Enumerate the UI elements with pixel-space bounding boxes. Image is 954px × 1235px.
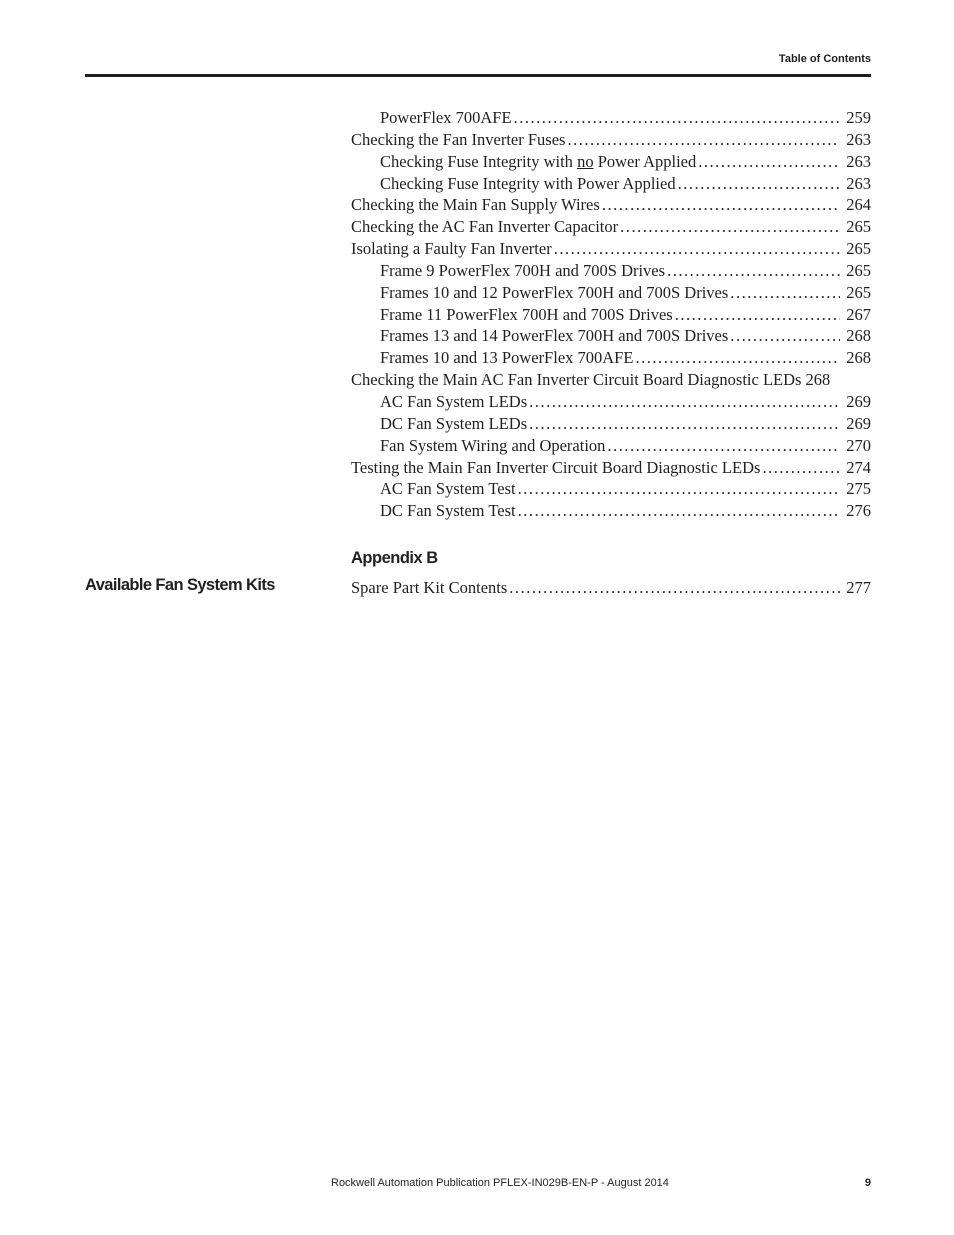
toc-entry-title: AC Fan System LEDs [380, 391, 528, 411]
toc-entry-title: DC Fan System Test [380, 501, 516, 521]
toc-leader-dots [635, 347, 840, 369]
toc-entry-page: 276 [846, 501, 871, 521]
header-rule [85, 74, 871, 77]
toc-entry[interactable] [351, 238, 871, 260]
toc-entry-title: AC Fan System Test [380, 479, 516, 499]
toc-leader-dots [514, 107, 841, 129]
toc-entry-page: 263 [846, 129, 871, 149]
toc-entry-page: 267 [846, 304, 871, 324]
toc-entry[interactable] [351, 413, 871, 435]
toc-entry-page: 269 [846, 391, 871, 411]
toc-entry-title-part: Checking Fuse Integrity with [380, 151, 578, 171]
toc-entry-title-part: Power Applied [593, 151, 697, 171]
toc-leader-dots [529, 391, 840, 413]
toc-entry[interactable] [351, 194, 871, 216]
table-of-contents [351, 107, 871, 522]
appendix-label: Appendix B [351, 549, 438, 567]
toc-entry-title: Fan System Wiring and Operation [380, 435, 606, 455]
toc-entry[interactable] [351, 260, 871, 282]
toc-leader-dots [518, 478, 841, 500]
toc-entry-page: 275 [846, 479, 871, 499]
toc-entry-title: Testing the Main Fan Inverter Circuit Board Diagnostic LEDs [351, 457, 761, 477]
toc-entry-page: 259 [846, 108, 871, 127]
toc-entry[interactable] [351, 577, 871, 599]
toc-entry-title: Checking the Fan Inverter Fuses [351, 129, 566, 149]
toc-entry[interactable] [351, 435, 871, 457]
toc-entry-title: Frame 11 PowerFlex 700H and 700S Drives [380, 304, 673, 324]
toc-entry[interactable] [351, 500, 871, 522]
toc-entry[interactable] [351, 457, 871, 479]
toc-entry-page: 269 [846, 413, 871, 433]
header-section-title: Table of Contents [778, 53, 871, 65]
toc-entry-page: 265 [846, 217, 871, 237]
toc-leader-dots [554, 238, 841, 260]
toc-leader-dots [675, 304, 841, 326]
toc-entry-title: Checking Fuse Integrity with Power Applied [380, 173, 676, 193]
page-number: 9 [864, 1177, 871, 1189]
toc-leader-dots [730, 325, 840, 347]
toc-entry[interactable] [351, 151, 871, 173]
toc-leader-dots [620, 216, 840, 238]
toc-entry-page: 268 [805, 370, 831, 390]
toc-entry[interactable] [351, 282, 871, 304]
toc-entry[interactable] [351, 129, 871, 151]
toc-leader-dots [529, 413, 840, 435]
toc-leader-dots [762, 457, 840, 479]
toc-leader-dots [730, 282, 840, 304]
toc-entry-title: Isolating a Faulty Fan Inverter [351, 239, 552, 259]
toc-entry-page: 270 [846, 435, 871, 455]
toc-leader-dots [678, 173, 841, 195]
appendix-toc [351, 577, 871, 599]
toc-entry-page: 268 [846, 348, 871, 368]
toc-entry[interactable] [351, 173, 871, 195]
toc-entry-page: 265 [846, 282, 871, 302]
toc-entry-title: Spare Part Kit Contents [351, 578, 508, 597]
appendix-title[interactable]: Available Fan System Kits [85, 576, 275, 594]
toc-leader-dots [509, 577, 840, 599]
toc-entry[interactable] [351, 369, 871, 391]
toc-entry-title: Frames 10 and 13 PowerFlex 700AFE [380, 348, 634, 368]
toc-entry-title [380, 151, 696, 173]
toc-entry[interactable] [351, 325, 871, 347]
toc-entry-page: 268 [846, 326, 871, 346]
toc-entry-title: DC Fan System LEDs [380, 413, 528, 433]
toc-entry-page: 264 [846, 195, 871, 215]
toc-entry-page: 263 [846, 151, 871, 171]
toc-leader-dots [698, 151, 840, 173]
toc-entry-page: 274 [846, 457, 871, 477]
toc-entry-title: Frames 13 and 14 PowerFlex 700H and 700S Drives [380, 326, 729, 346]
toc-entry-title: Frames 10 and 12 PowerFlex 700H and 700S Drives [380, 282, 729, 302]
toc-leader-dots [602, 194, 840, 216]
toc-entry-title-emphasis: no [577, 151, 594, 171]
toc-entry[interactable] [351, 304, 871, 326]
toc-entry-page: 263 [846, 173, 871, 193]
toc-entry[interactable] [351, 478, 871, 500]
toc-entry-page: 265 [846, 260, 871, 280]
toc-entry[interactable] [351, 347, 871, 369]
toc-entry-title: Checking the Main AC Fan Inverter Circuit Board Diagnostic LEDs [351, 370, 802, 390]
toc-entry[interactable] [351, 216, 871, 238]
toc-entry[interactable] [351, 107, 871, 129]
toc-entry-title: PowerFlex 700AFE [380, 108, 512, 127]
toc-leader-dots [607, 435, 840, 457]
toc-leader-dots [667, 260, 840, 282]
toc-entry[interactable] [351, 391, 871, 413]
toc-leader-dots [518, 500, 841, 522]
toc-entry-page: 265 [846, 239, 871, 259]
toc-entry-page: 277 [846, 578, 871, 597]
toc-leader-dots [567, 129, 840, 151]
toc-entry-title: Checking the Main Fan Supply Wires [351, 195, 600, 215]
toc-entry-title: Checking the AC Fan Inverter Capacitor [351, 217, 619, 237]
toc-entry-title: Frame 9 PowerFlex 700H and 700S Drives [380, 260, 666, 280]
footer-publication: Rockwell Automation Publication PFLEX-IN029B-EN-P - August 2014 [331, 1177, 669, 1189]
